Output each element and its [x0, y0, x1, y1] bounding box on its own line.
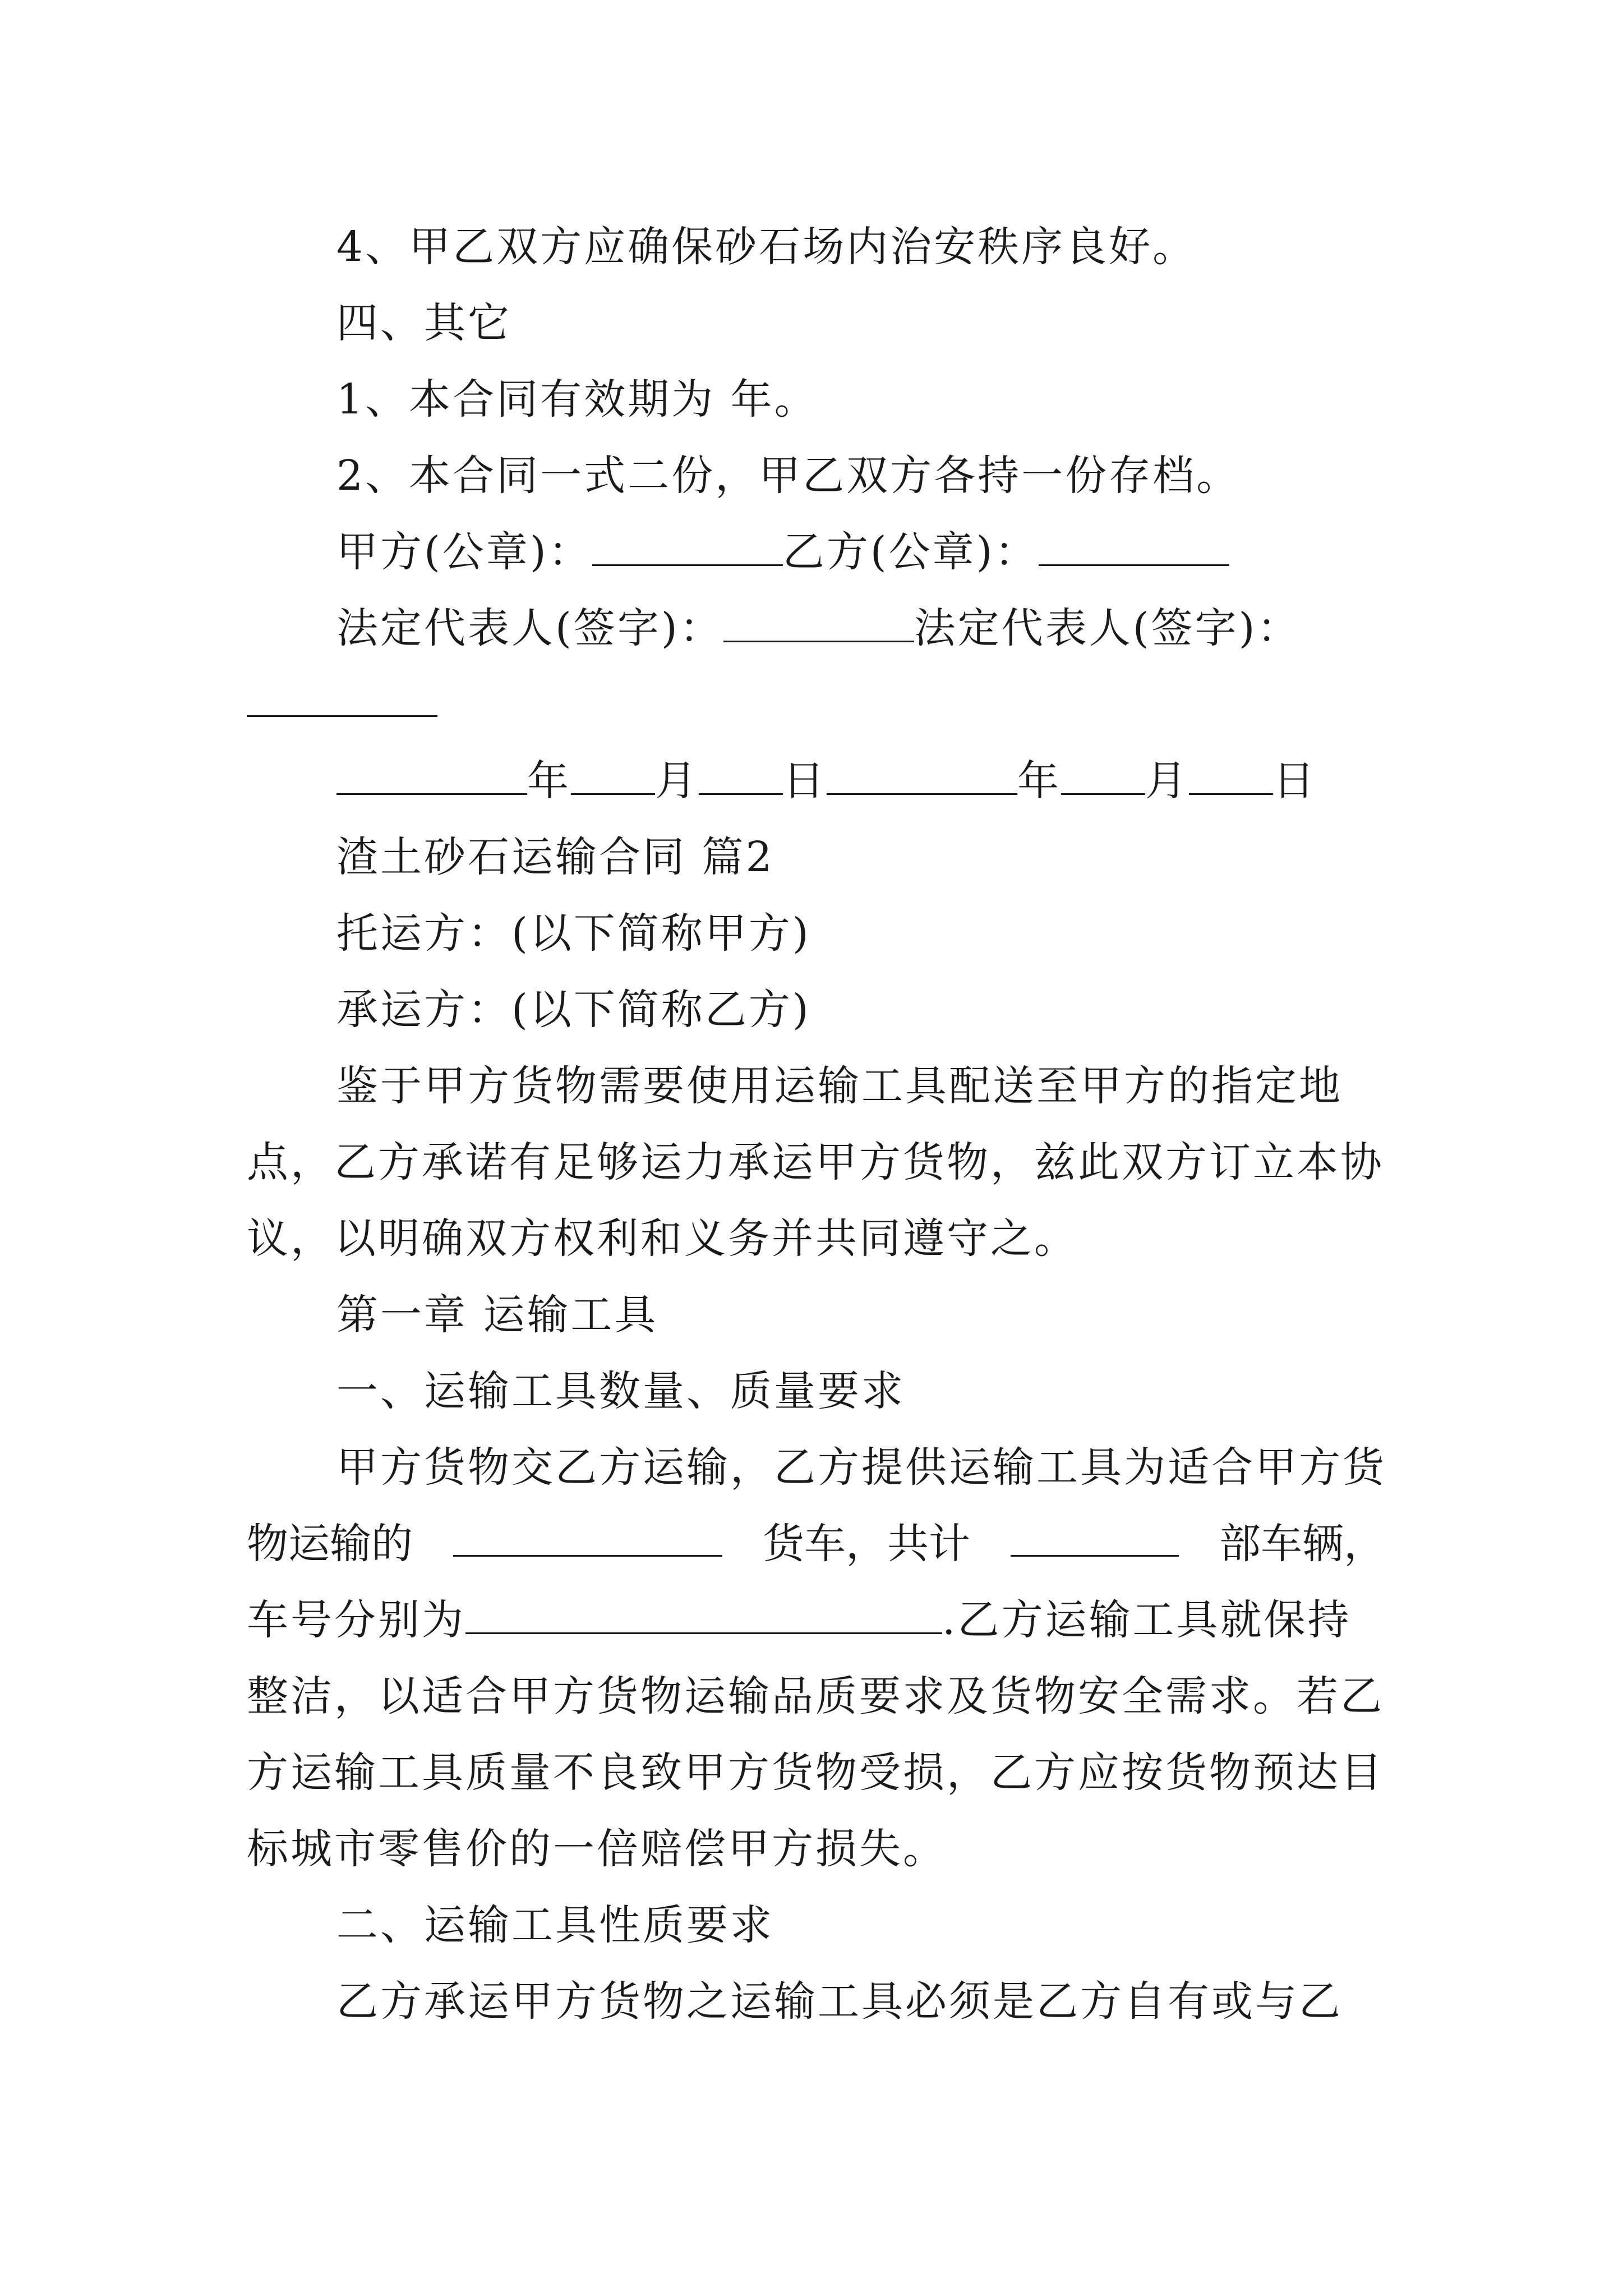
section-1-heading: 一、运输工具数量、质量要求: [336, 1367, 905, 1415]
party-a-month-blank[interactable]: [571, 754, 655, 795]
party-b-seal-label: 乙方(公章)：: [782, 528, 1039, 576]
preamble-line-2: 点，乙方承诺有足够运力承运甲方货物，兹此双方订立本协: [247, 1138, 1384, 1186]
plate-numbers-suffix: .乙方运输工具就保持: [942, 1596, 1352, 1644]
party-a-seal-label: 甲方(公章)：: [336, 528, 592, 576]
clause-4-security: 4、甲乙双方应确保砂石场内治安秩序良好。: [336, 223, 1197, 271]
vehicle-para-line-2: [247, 1516, 1385, 1572]
party-a-year-blank[interactable]: [336, 754, 527, 795]
vehicle-count-suffix: 部车辆，: [1219, 1520, 1385, 1568]
year-label: 年: [527, 757, 571, 805]
party-a-rep-label: 法定代表人(签字)：: [336, 604, 723, 652]
party-b-year-blank[interactable]: [827, 754, 1017, 795]
signature-representative-line: [336, 600, 1301, 656]
vehicle-para-line-5: 方运输工具质量不良致甲方货物受损，乙方应按货物预达目: [247, 1749, 1384, 1797]
party-b-month-blank[interactable]: [1061, 754, 1145, 795]
preamble-line-1: 鉴于甲方货物需要使用运输工具配送至甲方的指定地: [336, 1062, 1343, 1110]
section-other-heading: 四、其它: [336, 299, 511, 347]
party-b-seal-blank[interactable]: [1039, 525, 1229, 566]
carrier-party: 承运方：(以下简称乙方): [336, 986, 811, 1034]
preamble-line-3: 议，以明确双方权利和义务并共同遵守之。: [247, 1214, 1078, 1263]
month-label: 月: [1145, 757, 1189, 805]
shipper-party: 托运方：(以下简称甲方): [336, 909, 811, 958]
plate-numbers-blank[interactable]: [465, 1593, 942, 1634]
year-label: 年: [1017, 757, 1061, 805]
plate-numbers-label: 车号分别为: [247, 1596, 465, 1644]
vehicle-para-line-1: 甲方货物交乙方运输，乙方提供运输工具为适合甲方货: [336, 1443, 1386, 1492]
chapter-1-heading: 第一章 运输工具: [336, 1291, 658, 1339]
day-label: 日: [783, 757, 827, 805]
signature-seal-line: [336, 524, 1229, 580]
vehicle-nature-para-line-1: 乙方承运甲方货物之运输工具必须是乙方自有或与乙: [336, 1977, 1343, 2026]
month-label: 月: [655, 757, 699, 805]
party-a-seal-blank[interactable]: [592, 525, 783, 566]
party-a-rep-blank[interactable]: [723, 601, 914, 642]
vehicle-count-prefix: 货车，共计: [763, 1520, 970, 1568]
vehicle-para-line-4: 整洁，以适合甲方货物运输品质要求及货物安全需求。若乙: [247, 1672, 1384, 1720]
party-a-day-blank[interactable]: [699, 754, 783, 795]
clause-2-copies: 2、本合同一式二份，甲乙双方各持一份存档。: [336, 452, 1241, 500]
section-2-heading: 二、运输工具性质要求: [336, 1901, 774, 1949]
clause-1-validity: 1、本合同有效期为 年。: [336, 375, 818, 424]
day-label: 日: [1273, 757, 1317, 805]
contract-2-title: 渣土砂石运输合同 篇2: [336, 833, 774, 881]
party-b-day-blank[interactable]: [1189, 754, 1273, 795]
vehicle-para-line-6: 标城市零售价的一倍赔偿甲方损失。: [247, 1825, 947, 1873]
party-b-rep-blank[interactable]: [247, 715, 437, 717]
signature-date-line: [336, 753, 1317, 809]
vehicle-para-line-3: [247, 1592, 1352, 1648]
vehicle-count-blank[interactable]: [1011, 1516, 1179, 1557]
vehicle-type-prefix: 物运输的: [247, 1520, 413, 1568]
party-b-rep-label: 法定代表人(签字)：: [914, 604, 1301, 652]
truck-type-blank[interactable]: [453, 1516, 722, 1557]
